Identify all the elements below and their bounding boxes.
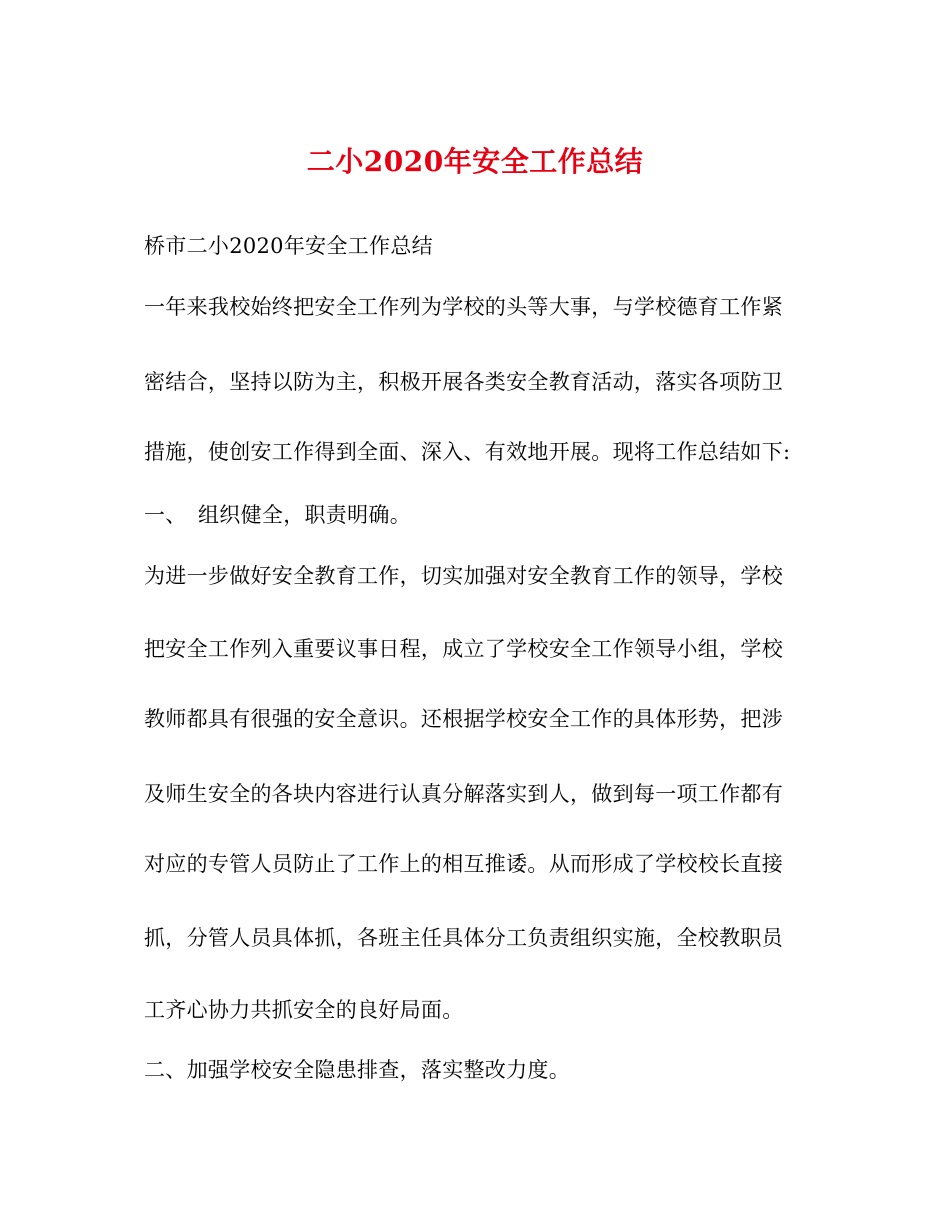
section-1-line-7: 工齐心协力共抓安全的良好局面。 <box>144 998 464 1022</box>
section-2-heading: 二、加强学校安全隐患排查，落实整改力度。 <box>144 1058 570 1082</box>
section-1-line-4: 及师生安全的各块内容进行认真分解落实到人，做到每一项工作都有 <box>144 782 783 806</box>
intro-line-1: 一年来我校始终把安全工作列为学校的头等大事，与学校德育工作紧 <box>144 295 783 319</box>
intro-line-3: 措施，使创安工作得到全面、深入、有效地开展。现将工作总结如下: <box>144 440 791 464</box>
document-title: 二小2020年安全工作总结 <box>306 145 644 178</box>
section-1-line-3: 教师都具有很强的安全意识。还根据学校安全工作的具体形势，把涉 <box>144 707 783 731</box>
intro-line-2: 密结合，坚持以防为主，积极开展各类安全教育活动，落实各项防卫 <box>144 370 783 394</box>
section-1-line-6: 抓，分管人员具体抓，各班主任具体分工负责组织实施，全校教职员 <box>144 926 783 950</box>
document-subtitle: 桥市二小2020年安全工作总结 <box>144 234 433 258</box>
section-1-line-2: 把安全工作列入重要议事日程，成立了学校安全工作领导小组，学校 <box>144 637 783 661</box>
section-1-line-1: 为进一步做好安全教育工作，切实加强对安全教育工作的领导，学校 <box>144 564 783 588</box>
section-1-line-5: 对应的专管人员防止了工作上的相互推诿。从而形成了学校校长直接 <box>144 852 783 876</box>
section-1-number: 一、 <box>144 503 187 527</box>
section-1-heading <box>144 500 814 530</box>
section-1-heading-text: 组织健全，职责明确。 <box>198 503 411 527</box>
